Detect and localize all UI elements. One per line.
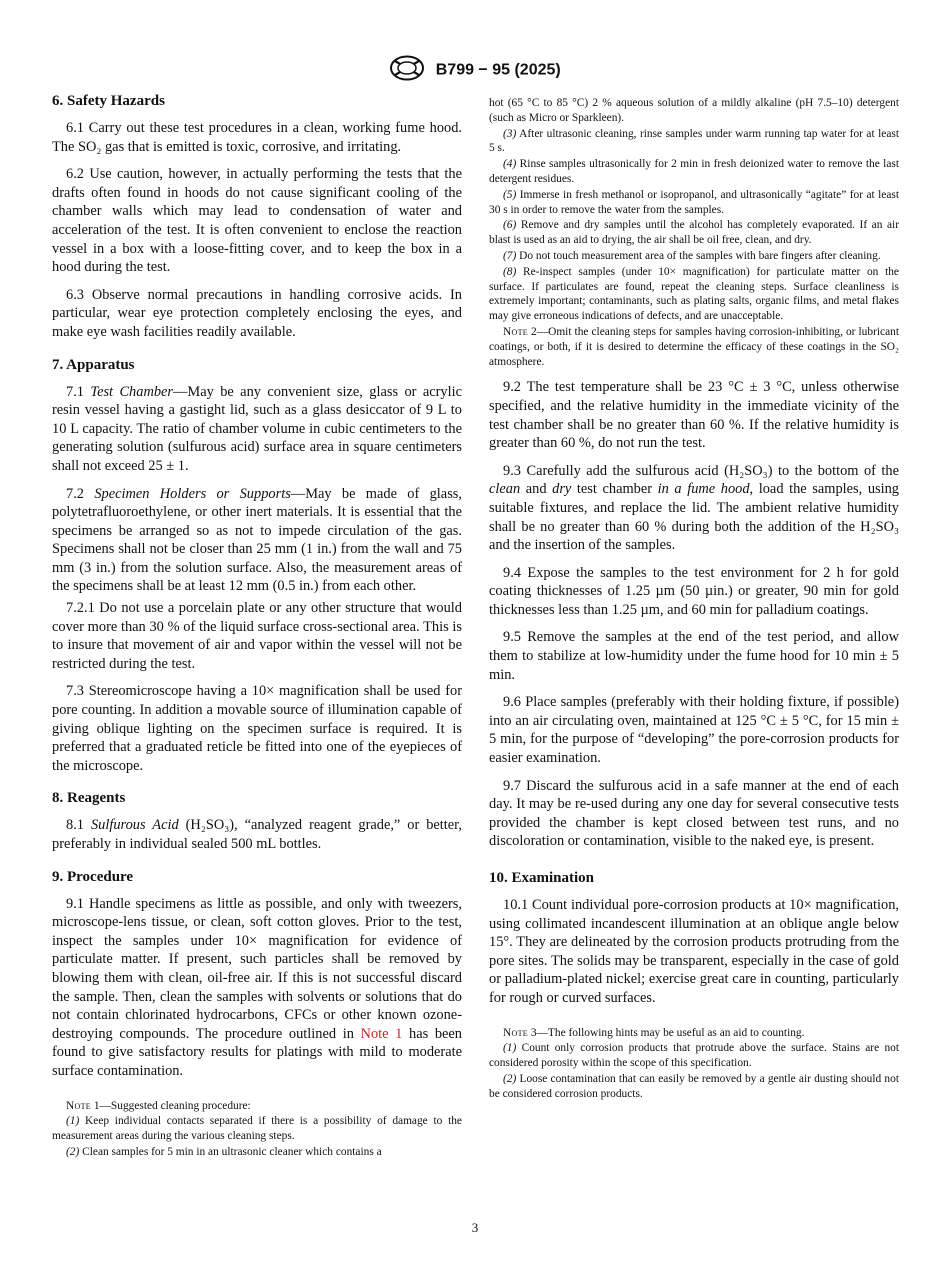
note-1-item-6: (6) Remove and dry samples until the alcohol has completely evaporated. If an air blast is used as an aid to drying, the air shall be oil free, clean, and dry. <box>489 219 899 247</box>
note-1-item-3: (3) After ultrasonic cleaning, rinse samples under warm running tap water for at least 5 s. <box>489 127 899 155</box>
para-9-6: 9.6 Place samples (preferably with their holding fixture, if possible) into an air circulating oven, maintained at 125 °C ± 5 °C, for 15 min ± 5 min, for the purpose of “developing” the pore-corrosion products for easier examination. <box>489 694 899 767</box>
page-number: 3 <box>471 1220 479 1235</box>
para-9-7: 9.7 Discard the sulfurous acid in a safe manner at the end of each day. It may be re-used during any one day for several consecutive tests provided the chamber is kept closed between test runs, and no discoloration or contamination, visible to the naked eye, is present. <box>489 777 899 850</box>
note-1-link[interactable]: Note 1 <box>360 1025 403 1042</box>
para-9-1: 9.1 Handle specimens as little as possible, and only with tweezers, microscope-lens tissue, or clean, soft cotton gloves. Prior to the test, inspect the samples under 10× magnification for evidence of particulate matter. If present, such particles shall be removed by blowing them with clean, oil-free air. If this is not successful discard the sample. Then, clean the samples with solvents or solutions that do not contain chlorinated hydrocarbons, CFCs or other known ozone-destroying compounds. The procedure outlined in Note 1 has been found to give satisfactory results for platings with mild to moderate surface contamination. <box>52 895 462 1079</box>
note-1-item-1: (1) Keep individual contacts separated if there is a possibility of damage to the measurement areas during the various cleaning steps. <box>52 1115 462 1143</box>
para-7-2: 7.2 Specimen Holders or Supports—May be made of glass, polytetrafluoroethylene, or other inert materials. It is essential that the specimens be arranged so as not to impede circulation of the gas. Specimens shall not be closer than 25 mm (1 in.) from the wall and 75 mm (3 in.) from the solution surface. Also, the measurement areas of the specimens shall be at least 12 mm (0.5 in.) from each other. <box>52 485 462 595</box>
section-8-title: 8. Reagents <box>52 790 126 807</box>
note-2: Note 2—Omit the cleaning steps for samples having corrosion-inhibiting, or lubricant coatings, or both, if it is desired to determine the efficacy of these coatings in the SO₂ atmosphere. <box>489 325 899 368</box>
note-3-item-1: (1) Count only corrosion products that protrude above the surface. Stains are not considered porosity within the scope of this specification. <box>489 1042 899 1070</box>
note-1-item-4: (4) Rinse samples ultrasonically for 2 min in fresh deionized water to remove the last detergent residues. <box>489 158 899 185</box>
section-7-title: 7. Apparatus <box>52 356 135 373</box>
para-10-1: 10.1 Count individual pore-corrosion products at 10× magnification, using collimated incandescent illumination at an oblique angle below 15°. They are delineated by the corrosion products protruding from the pore sites. The solids may be transparent, especially in the case of gold or palladium-plated nickel; exercise great care in counting, particularly for rough or curved surfaces. <box>489 897 899 1006</box>
para-7-1: 7.1 Test Chamber—May be any convenient size, glass or acrylic resin vessel having a gastight lid, such as a glass desiccator of 9 L to 10 L capacity. The ratio of chamber volume in cubic centimeters to the generating solution (sulfurous acid) surface area in square centimeters shall not exceed 25 ± 1. <box>52 383 462 474</box>
note-1-item-5: (5) Immerse in fresh methanol or isopropanol, and ultrasonically “agitate” for at least 30 s in order to remove the water from the samples. <box>489 188 899 216</box>
note-1-item-2-cont: hot (65 °C to 85 °C) 2 % aqueous solution of a mildly alkaline (pH 7.5–10) detergent (such as Micro or Sparkleen). <box>489 97 899 124</box>
para-8-1: 8.1 Sulfurous Acid (H₂SO₃), “analyzed reagent grade,” or better, preferably in individual sealed 500 mL bottles. <box>52 817 462 852</box>
astm-logo-icon <box>389 55 425 86</box>
standard-designation: B799 − 95 (2025) <box>435 61 561 79</box>
para-9-2: 9.2 The test temperature shall be 23 °C ± 3 °C, unless otherwise specified, and the relative humidity in the immediate vicinity of the test chamber shall be no greater than 60 %. If the relative humidity is greater than 60 %, do not run the test. <box>489 379 899 452</box>
section-9-title: 9. Procedure <box>52 868 134 885</box>
para-6-1: 6.1 Carry out these test procedures in a clean, working fume hood. The SO₂ gas that is emitted is toxic, corrosive, and irritating. <box>52 120 462 155</box>
para-6-2: 6.2 Use caution, however, in actually performing the tests that the drafts often found in hoods do not cause significant cooling of the chamber walls which may lead to condensation of water and acceleration of the test. It is often convenient to enclose the reaction vessel in a box with a loose-fitting cover, and to keep the box in a hood during the test. <box>52 166 462 276</box>
note-1-item-2: (2) Clean samples for 5 min in an ultrasonic cleaner which contains a <box>66 1145 382 1158</box>
note-1-item-7: (7) Do not touch measurement area of the samples with bare fingers after cleaning. <box>503 249 881 262</box>
para-9-4: 9.4 Expose the samples to the test environment for 2 h for gold coating thicknesses of 1.25 µm (50 µin.) or greater, 90 min for gold thicknesses less than 1.25 µm, and 60 min for palladium coatings. <box>489 564 899 618</box>
left-column <box>52 92 462 1161</box>
para-7-3: 7.3 Stereomicroscope having a 10× magnification shall be used for pore counting. In addition a movable source of illumination capable of giving oblique lighting on the specimen surface is required. It is preferred that a graduated reticle be fitted into one of the eyepieces of the microscope. <box>52 683 462 774</box>
note-1-item-8: (8) Re-inspect samples (under 10× magnification) for particulate matter on the surface. If particulates are found, repeat the cleaning steps. Surface cleanliness is extremely important; contaminants, such as plating salts, organic films, and metal flakes may give erroneous indications of defects, and are unacceptable. <box>489 265 899 323</box>
para-7-2-1: 7.2.1 Do not use a porcelain plate or any other structure that would cover more than 30 % of the liquid surface cross-sectional area. This is to insure that movement of air and vapor within the vessel will not be restricted during the test. <box>52 600 462 672</box>
note-3-item-2: (2) Loose contamination that can easily be removed by a gentle air dusting should not be considered corrosion products. <box>489 1072 899 1100</box>
para-6-3: 6.3 Observe normal precautions in handling corrosive acids. In particular, wear eye protection completely enclosing the eyes, and make eye wash facilities readily available. <box>52 286 462 340</box>
page-header <box>0 55 950 86</box>
right-column <box>489 96 899 1103</box>
para-9-3: 9.3 Carefully add the sulfurous acid (H₂SO₃) to the bottom of the clean and dry test chamber in a fume hood, load the samples, using suitable fixtures, and replace the lid. The ambient relative humidity shall be no greater than 60 % during both the addition of the H₂SO₃ and the insertion of the samples. <box>489 462 899 554</box>
section-10-title: 10. Examination <box>489 870 595 886</box>
note-3-heading: Note 3—The following hints may be useful as an aid to counting. <box>503 1026 805 1039</box>
para-9-5: 9.5 Remove the samples at the end of the test period, and allow them to stabilize at low-humidity under the fume hood for 10 min ± 5 min. <box>489 629 899 683</box>
note-1-heading: Note 1—Suggested cleaning procedure: <box>66 1099 251 1112</box>
section-6-title: 6. Safety Hazards <box>52 93 165 109</box>
